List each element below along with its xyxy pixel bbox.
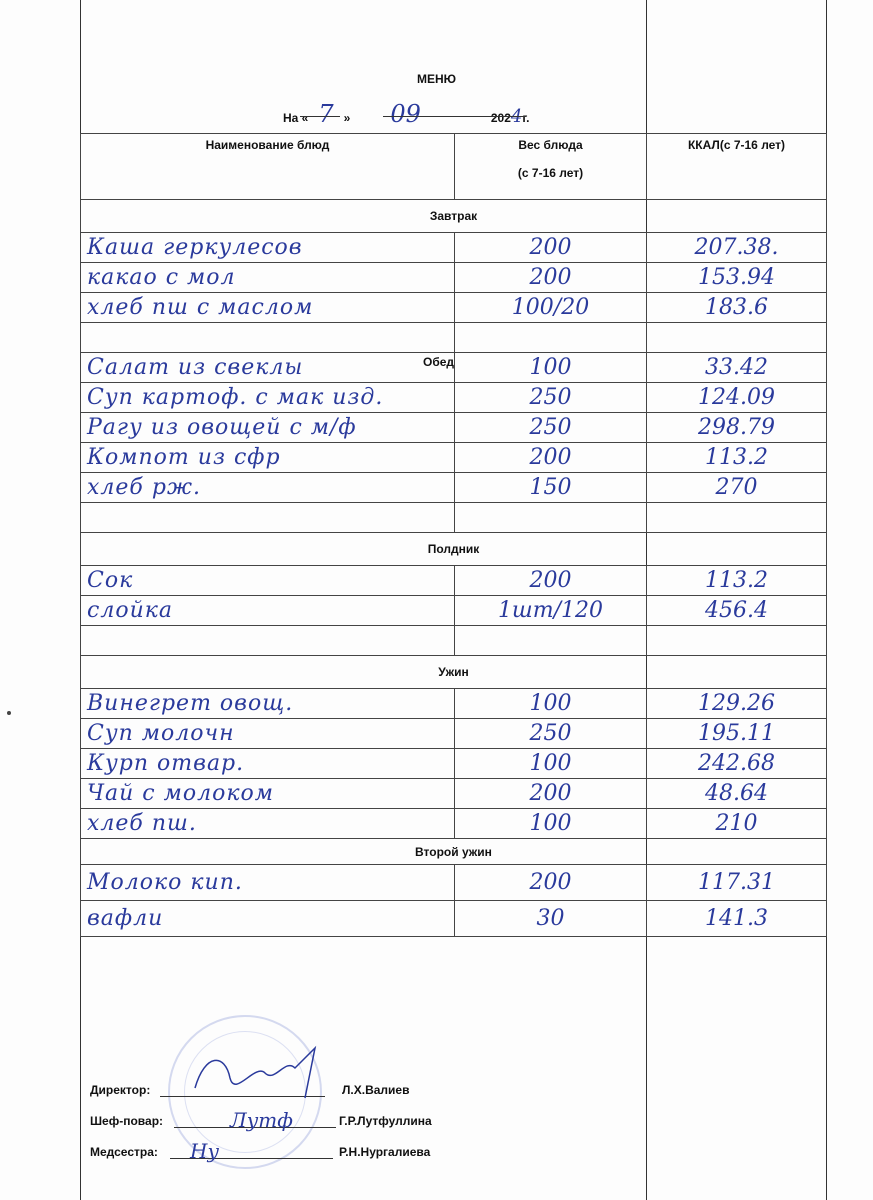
nurse-signature: Ну — [190, 1139, 220, 1163]
date-mid: » — [343, 111, 351, 125]
table-row — [81, 596, 827, 626]
nurse-sign-row — [90, 1139, 431, 1176]
dish-kcal: 270 — [715, 475, 758, 500]
dish-name: Сок — [87, 568, 134, 593]
dish-name: Суп молочн — [87, 721, 235, 746]
table-row — [81, 233, 827, 263]
section-row-breakfast — [81, 200, 827, 233]
date-day: 7 — [318, 100, 334, 128]
table-row — [81, 749, 827, 779]
dish-weight: 200 — [529, 568, 572, 593]
menu-table — [80, 133, 827, 937]
chef-name: Г.Р.Лутфуллина — [339, 1114, 432, 1128]
dish-name: вафли — [87, 906, 164, 931]
dish-weight: 250 — [529, 721, 572, 746]
dish-kcal: 195.11 — [698, 721, 775, 746]
director-signature-mark — [185, 1043, 325, 1103]
table-row — [81, 443, 827, 473]
table-row — [81, 413, 827, 443]
dish-kcal: 298.79 — [698, 415, 775, 440]
dish-name: Винегрет овощ. — [87, 691, 294, 716]
table-row — [81, 779, 827, 809]
dish-kcal: 183.6 — [705, 295, 768, 320]
dish-kcal: 456.4 — [705, 598, 768, 623]
date-month: 09 — [390, 100, 421, 128]
dish-name: Рагу из овощей с м/ф — [87, 415, 357, 440]
table-row — [81, 809, 827, 839]
section-title-snack: Полдник — [81, 533, 827, 566]
director-label: Директор: — [90, 1083, 151, 1097]
section-title-second-dinner: Второй ужин — [81, 839, 827, 865]
col-header-kcal: ККАЛ(с 7-16 лет) — [647, 134, 827, 200]
chef-label: Шеф-повар: — [90, 1114, 164, 1128]
section-title-dinner: Ужин — [81, 656, 827, 689]
dish-weight: 100 — [529, 811, 572, 836]
director-sign-row — [90, 1083, 410, 1114]
dish-kcal: 242.68 — [698, 751, 775, 776]
dish-weight: 150 — [529, 475, 572, 500]
col-header-weight-sub: (с 7-16 лет) — [517, 166, 584, 180]
table-row — [81, 473, 827, 503]
dish-name: Компот из сфр — [87, 445, 281, 470]
dish-name: слойка — [87, 598, 173, 623]
dish-kcal: 33.42 — [705, 355, 768, 380]
table-row — [81, 353, 827, 383]
dish-name: Чай с молоком — [87, 781, 274, 806]
section-row-second-dinner — [81, 839, 827, 865]
dish-weight: 30 — [536, 906, 565, 931]
date-suffix: г. — [522, 111, 530, 125]
table-row — [81, 719, 827, 749]
dish-kcal: 141.3 — [705, 906, 768, 931]
date-year-suffix: 4 — [510, 106, 523, 127]
section-row-snack — [81, 533, 827, 566]
section-row-dinner — [81, 656, 827, 689]
dish-weight: 200 — [529, 265, 572, 290]
date-day-line — [300, 116, 340, 117]
dish-kcal: 207.38. — [694, 235, 779, 260]
dish-weight: 100 — [529, 355, 572, 380]
table-row — [81, 566, 827, 596]
dish-kcal: 210 — [715, 811, 758, 836]
date-year-prefix: 202 — [490, 111, 511, 125]
dish-weight: 100 — [529, 691, 572, 716]
dish-kcal: 48.64 — [705, 781, 768, 806]
dish-weight: 200 — [529, 445, 572, 470]
chef-signature: Лутф — [230, 1108, 293, 1132]
col-header-weight — [455, 134, 647, 200]
empty-row — [81, 323, 827, 353]
dish-name: Курп отвар. — [87, 751, 245, 776]
dish-name: хлеб пш с маслом — [87, 295, 314, 320]
date-month-line — [383, 116, 526, 117]
dish-kcal: 113.2 — [705, 445, 768, 470]
date-prefix: На « — [283, 111, 309, 125]
dish-weight: 100 — [529, 751, 572, 776]
table-row — [81, 383, 827, 413]
dish-weight: 250 — [529, 385, 572, 410]
empty-row — [81, 626, 827, 656]
dish-weight: 200 — [529, 235, 572, 260]
punch-dot — [7, 711, 11, 715]
dish-name: хлеб пш. — [87, 811, 197, 836]
table-row — [81, 293, 827, 323]
nurse-label: Медсестра: — [90, 1145, 158, 1159]
dish-kcal: 129.26 — [698, 691, 775, 716]
empty-row — [81, 503, 827, 533]
dish-kcal: 113.2 — [705, 568, 768, 593]
dish-weight: 1шт/120 — [497, 598, 604, 623]
date-row — [283, 100, 530, 128]
table-header-row — [81, 134, 827, 200]
dish-weight: 200 — [529, 870, 572, 895]
chef-sign-row — [90, 1108, 432, 1145]
dish-name: Каша геркулесов — [87, 235, 303, 260]
dish-weight: 250 — [529, 415, 572, 440]
col-header-weight-label: Вес блюда — [518, 138, 583, 152]
nurse-name: Р.Н.Нургалиева — [339, 1145, 431, 1159]
section-title-breakfast: Завтрак — [81, 200, 827, 233]
dish-name: Суп картоф. с мак изд. — [87, 385, 384, 410]
dish-name: хлеб рж. — [87, 475, 201, 500]
dish-kcal: 124.09 — [698, 385, 775, 410]
dish-name: какао с мол — [87, 265, 236, 290]
signature-block — [90, 1083, 432, 1176]
dish-kcal: 153.94 — [698, 265, 775, 290]
dish-weight: 100/20 — [511, 295, 590, 320]
dish-kcal: 117.31 — [698, 870, 775, 895]
page-title: МЕНЮ — [416, 72, 457, 86]
table-row — [81, 865, 827, 901]
dish-name: Салат из свеклы — [87, 355, 304, 380]
table-row — [81, 901, 827, 937]
director-name: Л.Х.Валиев — [342, 1083, 410, 1097]
dish-weight: 200 — [529, 781, 572, 806]
col-header-name: Наименование блюд — [81, 134, 455, 200]
table-row — [81, 263, 827, 293]
table-row — [81, 689, 827, 719]
dish-name: Молоко кип. — [87, 870, 243, 895]
section-title-lunch: Обед — [423, 355, 455, 369]
